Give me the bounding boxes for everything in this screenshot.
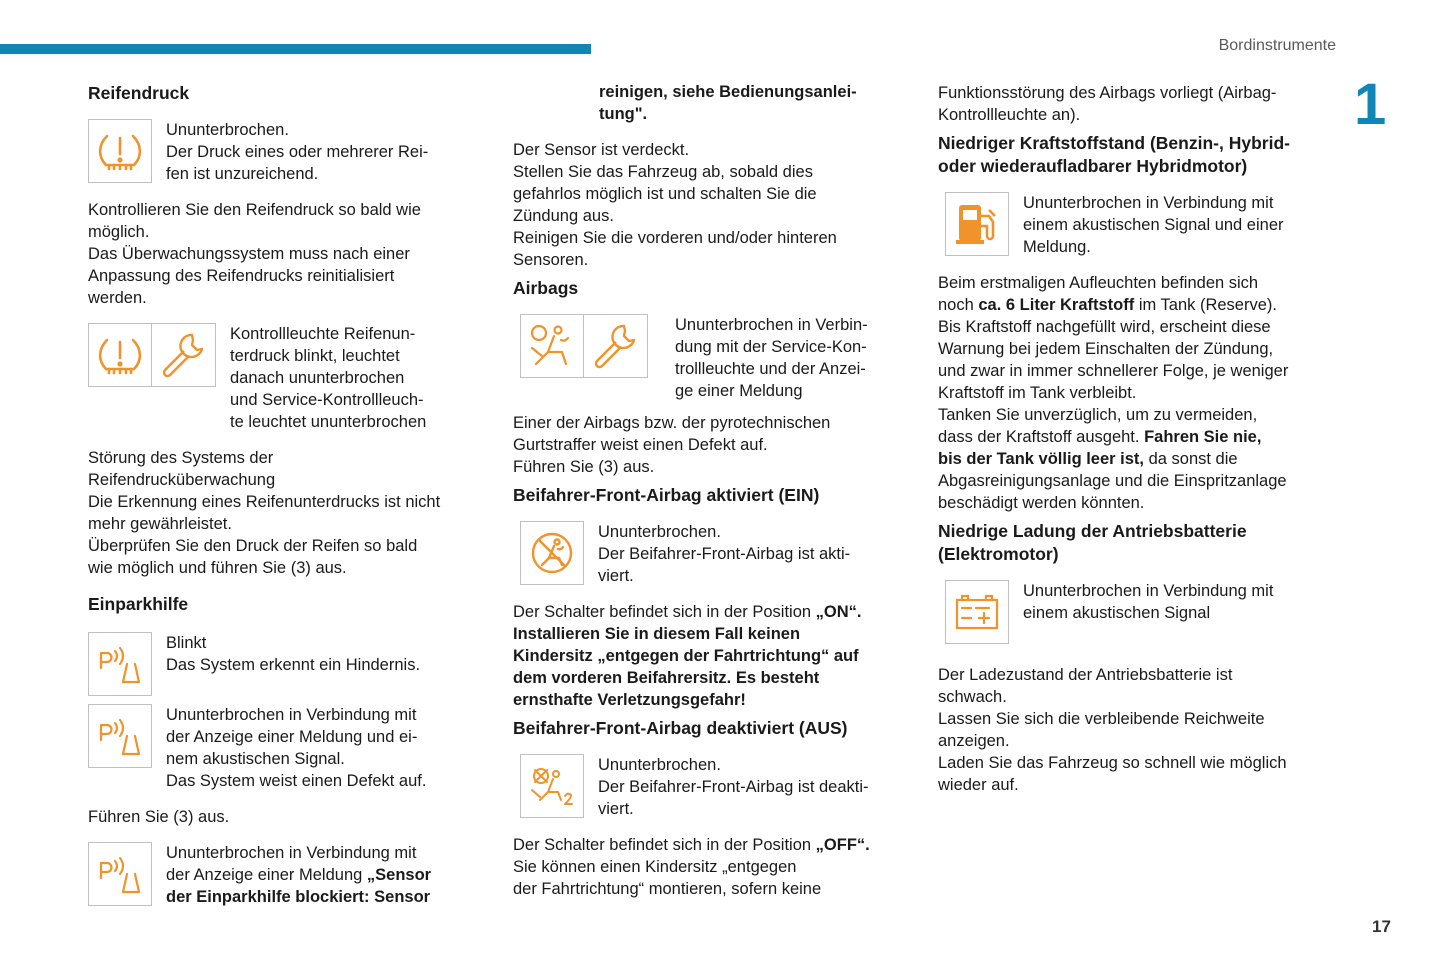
text-normal: dass der Kraftstoff ausgeht. — [938, 428, 1145, 446]
text-line: Stellen Sie das Fahrzeug ab, sobald dies — [513, 163, 813, 181]
text-line: Kontrollieren Sie den Reifendruck so bald wie — [88, 201, 421, 219]
park-assist-icon — [88, 842, 152, 906]
text-line: werden. — [88, 289, 147, 307]
text-line: danach ununterbrochen — [230, 369, 405, 387]
text-line: Ununterbrochen in Verbindung mit — [166, 706, 417, 724]
text-line: Der Sensor ist verdeckt. — [513, 141, 690, 159]
park-assist-entry-3 — [88, 842, 480, 908]
text-line: Beim erstmaligen Aufleuchten befinden sich — [938, 274, 1259, 292]
column-2 — [513, 82, 908, 914]
text-line: Reinigen Sie die vorderen und/oder hinteren — [513, 229, 837, 247]
text-line: te leuchtet ununterbrochen — [230, 413, 427, 431]
airbag-on-paragraph — [513, 601, 908, 711]
text-normal: noch — [938, 296, 979, 314]
text-normal: da sonst die — [1144, 450, 1238, 468]
text-bold: tung". — [599, 105, 648, 123]
text-line: Reifendrucküberwachung — [88, 471, 276, 489]
text-line: terdruck blinkt, leuchtet — [230, 347, 400, 365]
text-normal: im Tank (Reserve). — [1134, 296, 1277, 314]
park-assist-icon — [88, 704, 152, 768]
text-line: wieder auf. — [938, 776, 1019, 794]
tyre-paragraph-2 — [88, 447, 480, 579]
text-line: Der Beifahrer-Front-Airbag ist akti- — [598, 545, 851, 563]
text-line: Sie können einen Kindersitz „entgegen — [513, 858, 797, 876]
top-accent-bar — [0, 44, 591, 54]
text-line: gefahrlos möglich ist und schalten Sie die — [513, 185, 817, 203]
text-line: Der Druck eines oder mehrerer Rei- — [166, 143, 429, 161]
text-line: Einer der Airbags bzw. der pyrotechnischen — [513, 414, 831, 432]
text-line: Der Ladezustand der Antriebsbatterie ist — [938, 666, 1233, 684]
tyre-pressure-icon — [88, 119, 152, 183]
heading-airbag-off: Beifahrer-Front-Airbag deaktiviert (AUS) — [513, 718, 848, 738]
text-line: Laden Sie das Fahrzeug so schnell wie möglich — [938, 754, 1287, 772]
text-line: und zwar in immer schnellerer Folge, je weniger — [938, 362, 1289, 380]
text-line: Ununterbrochen. — [598, 523, 721, 541]
text-line: ge einer Meldung — [675, 382, 803, 400]
heading-einparkhilfe: Einparkhilfe — [88, 594, 189, 614]
text-line: Kraftstoff im Tank verbleibt. — [938, 384, 1137, 402]
text-line: Ununterbrochen in Verbindung mit — [1023, 582, 1274, 600]
text-bold: „ON“. — [815, 603, 862, 621]
heading-airbags: Airbags — [513, 278, 579, 298]
text-line: der Fahrtrichtung“ montieren, sofern keine — [513, 880, 822, 898]
tyre-pressure-icon — [88, 323, 152, 387]
heading-battery — [938, 520, 1333, 566]
text-line: Gurtstraffer weist einen Defekt auf. — [513, 436, 768, 454]
fuel-pump-icon — [945, 192, 1009, 256]
text-line: Warnung bei jedem Einschalten der Zündung, — [938, 340, 1274, 358]
text-line: und Service-Kontrollleuch- — [230, 391, 424, 409]
column-3 — [938, 82, 1333, 810]
text-line: nem akustischen Signal. — [166, 750, 345, 768]
text-line: der Anzeige einer Meldung und ei- — [166, 728, 418, 746]
text-line — [166, 864, 431, 886]
text-bold: „Sensor — [366, 866, 432, 884]
text-line: wie möglich und führen Sie (3) aus. — [88, 559, 347, 577]
heading-reifendruck: Reifendruck — [88, 83, 190, 103]
text-line: einem akustischen Signal und einer — [1023, 216, 1284, 234]
text-line: Der Beifahrer-Front-Airbag ist deakti- — [598, 778, 869, 796]
text-line: Führen Sie (3) aus. — [513, 458, 655, 476]
text-bold: dem vorderen Beifahrersitz. Es besteht — [513, 669, 820, 687]
airbag-on-icon — [520, 521, 584, 585]
text-line: Das System weist einen Defekt auf. — [166, 772, 427, 790]
heading-fuel — [938, 132, 1333, 178]
text-bold: Kindersitz „entgegen der Fahrtrichtung“ auf — [513, 647, 859, 665]
column-1 — [88, 82, 480, 922]
text-normal: Der Schalter befindet sich in der Position — [513, 836, 816, 854]
text-line: schwach. — [938, 688, 1007, 706]
text-line: trollleuchte und der Anzei- — [675, 360, 866, 378]
park-assist-entry-2 — [88, 704, 480, 792]
text-bold: Fahren Sie nie, — [1144, 428, 1262, 446]
text-bold: bis der Tank völlig leer ist, — [938, 450, 1145, 468]
airbag-off-icon — [520, 754, 584, 818]
tyre-paragraph-1 — [88, 199, 480, 309]
text-line: dung mit der Service-Kon- — [675, 338, 867, 356]
airbag-icon — [520, 314, 584, 378]
airbag-on-entry — [513, 521, 908, 587]
text-line: Bis Kraftstoff nachgefüllt wird, erscheint diese — [938, 318, 1271, 336]
text-line: Sensoren. — [513, 251, 589, 269]
text-line — [166, 886, 431, 908]
text-line: Überprüfen Sie den Druck der Reifen so bald — [88, 537, 418, 555]
service-wrench-icon — [152, 323, 216, 387]
section-title: Bordinstrumente — [1218, 37, 1336, 54]
service-wrench-icon — [584, 314, 648, 378]
text-line: Lassen Sie sich die verbleibende Reichweite — [938, 710, 1265, 728]
heading-airbag-on: Beifahrer-Front-Airbag aktiviert (EIN) — [513, 485, 820, 505]
text-line: möglich. — [88, 223, 150, 241]
sensor-paragraph — [513, 139, 908, 271]
text-line: einem akustischen Signal — [1023, 604, 1211, 622]
text-bold: reinigen, siehe Bedienungsanlei- — [599, 83, 857, 101]
text-line: beschädigt werden könnten. — [938, 494, 1145, 512]
battery-paragraph — [938, 664, 1333, 796]
text-line: Kontrollleuchte an). — [938, 106, 1081, 124]
text-line: viert. — [598, 567, 634, 585]
text-line: Ununterbrochen. — [166, 121, 289, 139]
text-line: Blinkt — [166, 634, 207, 652]
text-line: Abgasreinigungsanlage und die Einspritzanlage — [938, 472, 1287, 490]
text-line: Anpassung des Reifendrucks reinitialisiert — [88, 267, 395, 285]
battery-entry — [938, 580, 1333, 644]
text-line: Funktionsstörung des Airbags vorliegt (Airbag- — [938, 84, 1277, 102]
park-assist-icon — [88, 632, 152, 696]
text-line: Kontrollleuchte Reifenun- — [230, 325, 416, 343]
text-bold: Installieren Sie in diesem Fall keinen — [513, 625, 801, 643]
tyre-warning-entry — [88, 119, 480, 185]
text-line: anzeigen. — [938, 732, 1010, 750]
heading-line: Niedriger Kraftstoffstand (Benzin-, Hybrid- — [938, 133, 1290, 153]
fuel-entry — [938, 192, 1333, 258]
text-bold: der Einparkhilfe blockiert: Sensor — [166, 888, 431, 906]
airbag-fault-entry — [513, 314, 908, 402]
text-line: Störung des Systems der — [88, 449, 274, 467]
heading-line: oder wiederaufladbarer Hybridmotor) — [938, 156, 1248, 176]
tyre-service-entry — [88, 323, 480, 433]
text-line: Ununterbrochen in Verbindung mit — [1023, 194, 1274, 212]
heading-line: (Elektromotor) — [938, 544, 1059, 564]
text-line: Das Überwachungssystem muss nach einer — [88, 245, 410, 263]
battery-icon — [945, 580, 1009, 644]
text-line: Ununterbrochen in Verbin- — [675, 316, 868, 334]
airbag-paragraph — [513, 412, 908, 478]
text-line: viert. — [598, 800, 634, 818]
text-line: Die Erkennung eines Reifenunterdrucks ist nicht — [88, 493, 441, 511]
text-normal: Der Schalter befindet sich in der Position — [513, 603, 816, 621]
airbag-continued — [938, 82, 1333, 126]
airbag-off-paragraph — [513, 834, 908, 900]
park-assist-entry-1 — [88, 632, 480, 696]
text-line: Meldung. — [1023, 238, 1091, 256]
park-assist-paragraph: Führen Sie (3) aus. — [88, 808, 230, 826]
text-line: Ununterbrochen. — [598, 756, 721, 774]
airbag-off-entry — [513, 754, 908, 820]
heading-line: Niedrige Ladung der Antriebsbatterie — [938, 521, 1247, 541]
text-line: Zündung aus. — [513, 207, 614, 225]
text-line: Tanken Sie unverzüglich, um zu vermeiden, — [938, 406, 1258, 424]
continued-bold-text — [513, 81, 908, 125]
page-number: 17 — [1372, 917, 1391, 936]
text-bold: ca. 6 Liter Kraftstoff — [978, 296, 1135, 314]
text-normal: der Anzeige einer Meldung — [166, 866, 367, 884]
text-line: mehr gewährleistet. — [88, 515, 232, 533]
text-line: fen ist unzureichend. — [166, 165, 319, 183]
text-line: Ununterbrochen in Verbindung mit — [166, 844, 417, 862]
fuel-paragraph — [938, 272, 1333, 514]
text-bold: ernsthafte Verletzungsgefahr! — [513, 691, 746, 709]
text-bold: „OFF“. — [815, 836, 870, 854]
text-line: Das System erkennt ein Hindernis. — [166, 656, 421, 674]
chapter-number: 1 — [1354, 72, 1387, 137]
